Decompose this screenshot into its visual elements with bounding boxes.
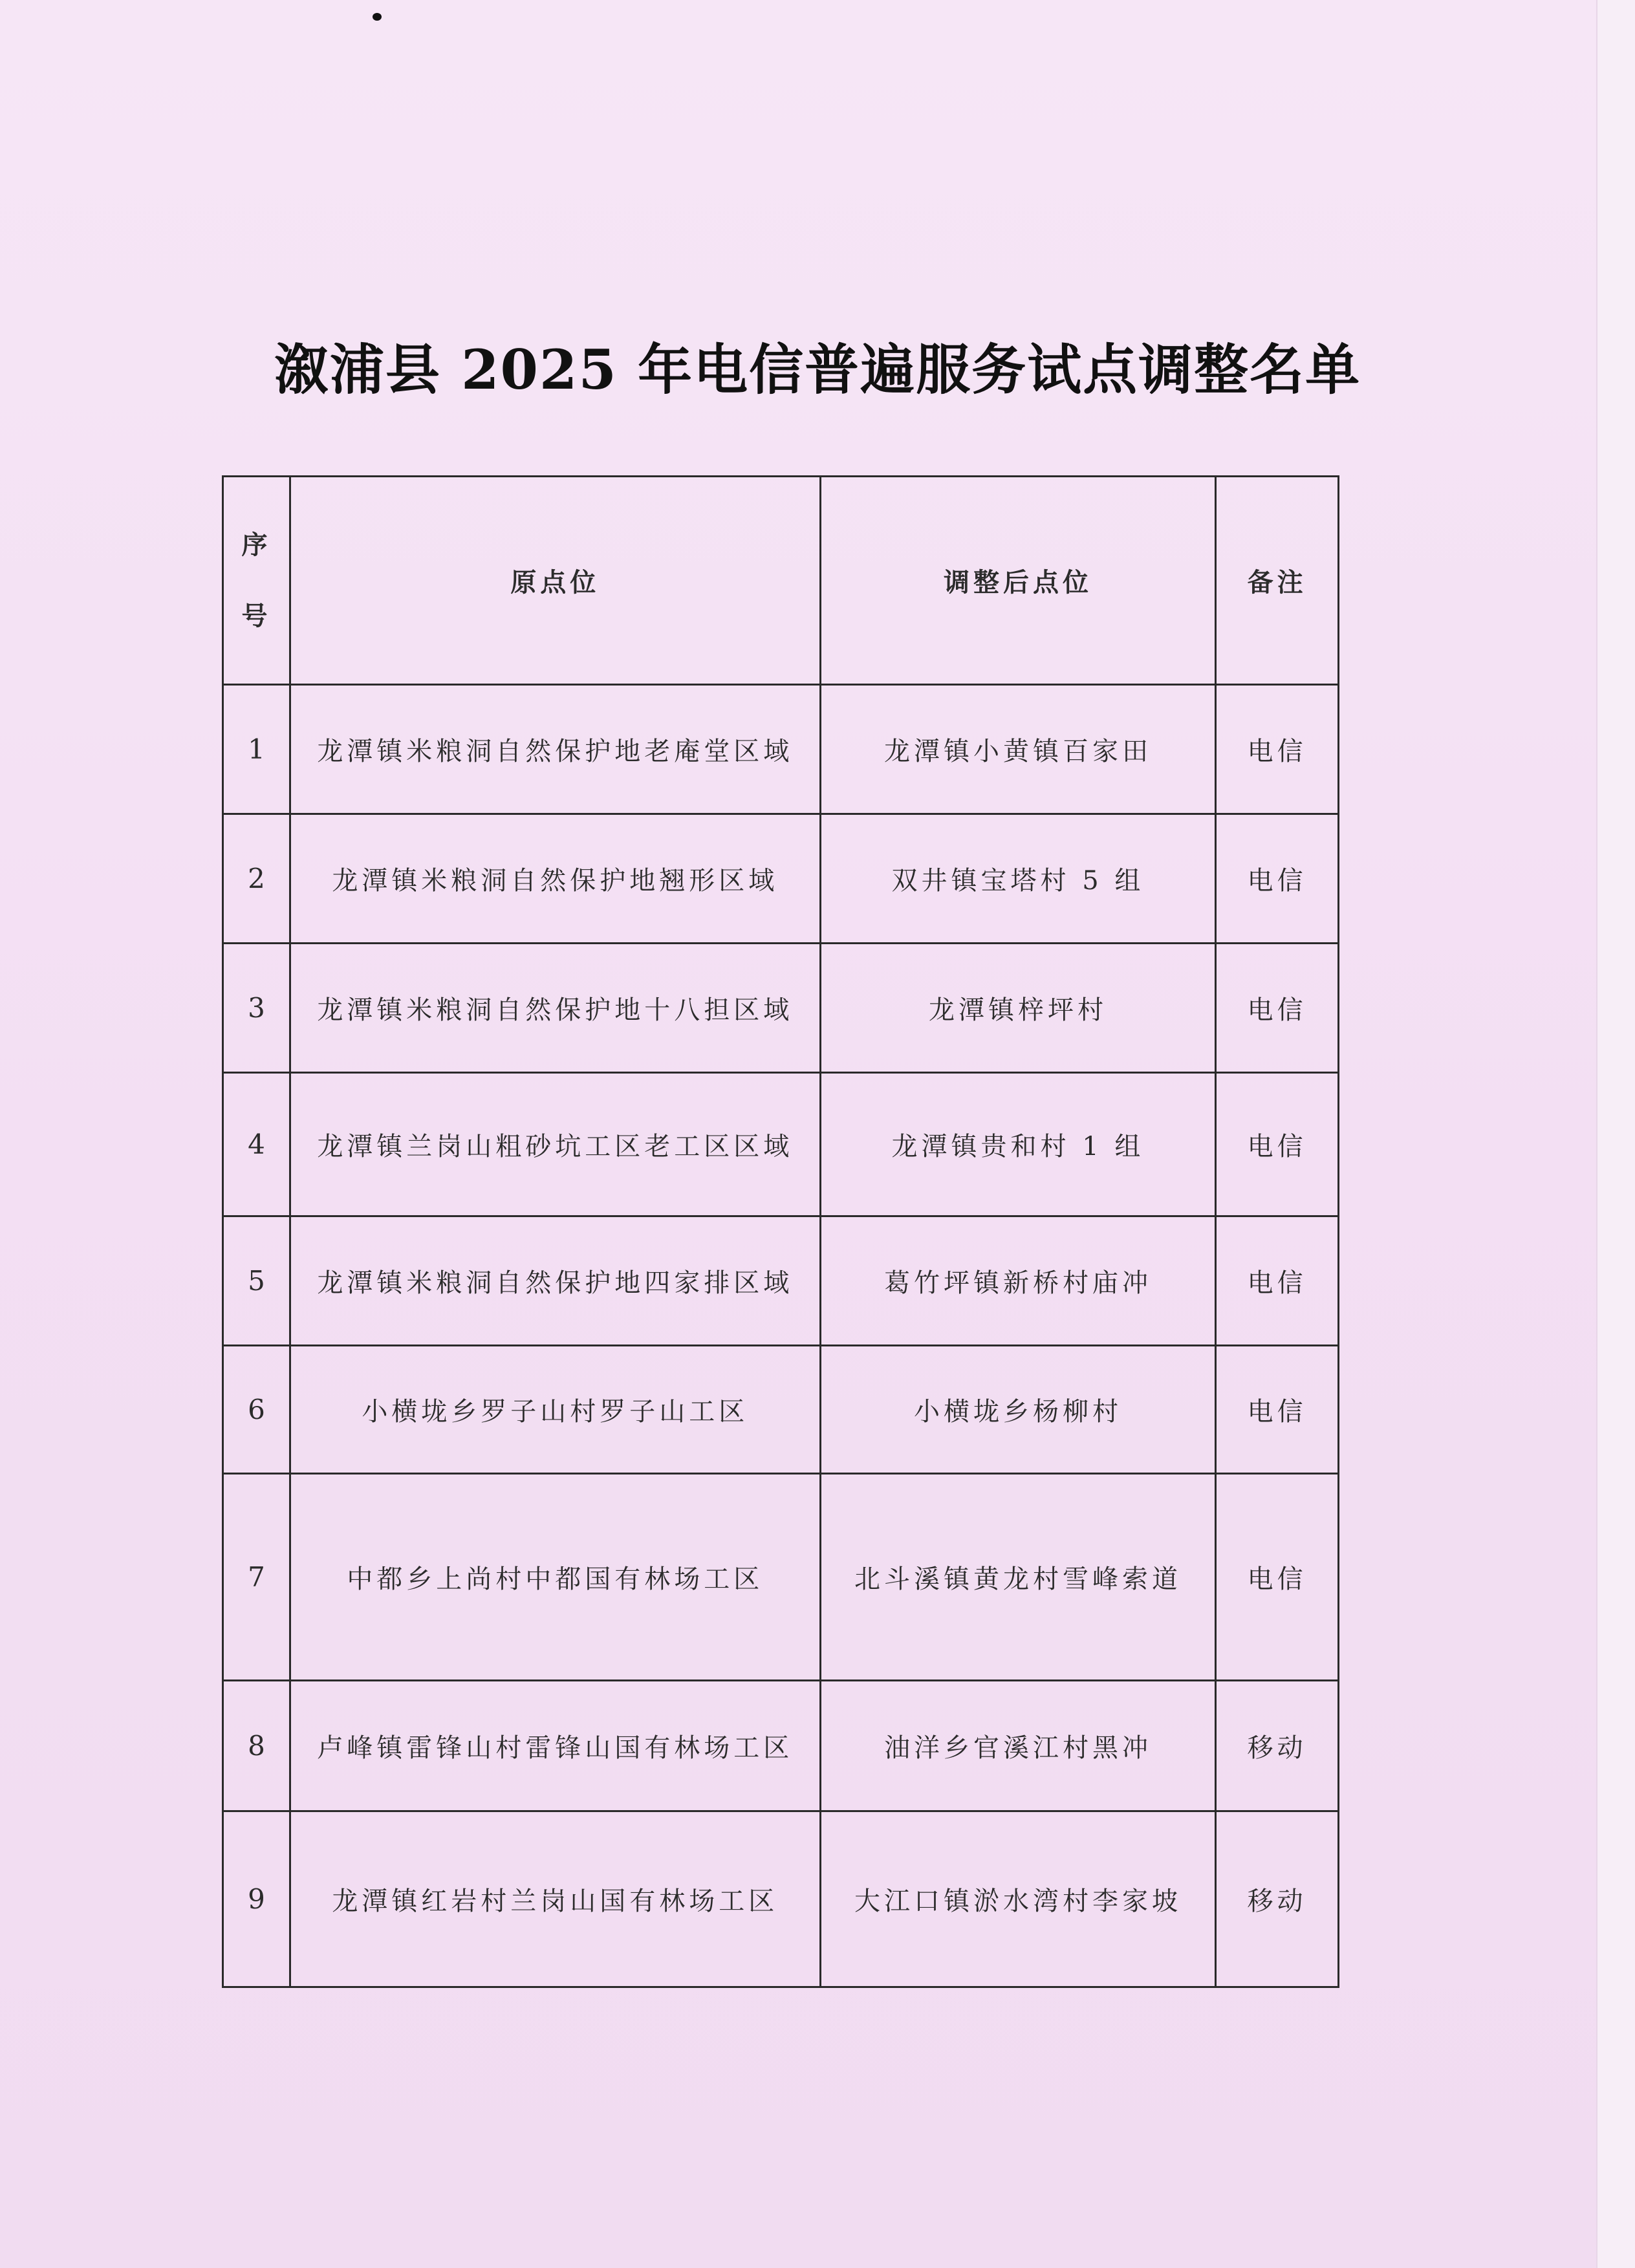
row-adjusted: 龙潭镇小黄镇百家田 [820,685,1216,814]
table-row [223,944,1339,1073]
adjustment-list-table [222,475,1339,1988]
row-original: 龙潭镇兰岗山粗砂坑工区老工区区域 [290,1073,820,1216]
row-adjusted: 大江口镇淤水湾村李家坡 [820,1811,1216,1987]
header-original: 原点位 [290,477,820,685]
row-seq: 4 [223,1073,290,1216]
row-note: 电信 [1216,1474,1339,1681]
row-note: 电信 [1216,944,1339,1073]
header-seq-line1: 序 [241,529,272,560]
row-adjusted: 油洋乡官溪江村黑冲 [820,1681,1216,1811]
table-row [223,1681,1339,1811]
header-seq-line2: 号 [241,600,272,631]
header-seq [223,477,290,685]
row-note: 移动 [1216,1811,1339,1987]
row-note: 电信 [1216,1216,1339,1346]
row-seq: 9 [223,1811,290,1987]
row-seq: 8 [223,1681,290,1811]
row-seq: 6 [223,1346,290,1474]
table-row [223,1474,1339,1681]
row-original: 龙潭镇红岩村兰岗山国有林场工区 [290,1811,820,1987]
row-seq: 5 [223,1216,290,1346]
row-adjusted: 双井镇宝塔村 5 组 [820,814,1216,944]
row-seq: 7 [223,1474,290,1681]
row-seq: 1 [223,685,290,814]
table-row [223,1216,1339,1346]
row-adjusted: 北斗溪镇黄龙村雪峰索道 [820,1474,1216,1681]
row-note: 电信 [1216,1346,1339,1474]
row-original: 小横垅乡罗子山村罗子山工区 [290,1346,820,1474]
table-row [223,1811,1339,1987]
row-note: 移动 [1216,1681,1339,1811]
table-row [223,685,1339,814]
row-note: 电信 [1216,685,1339,814]
document-title: 溆浦县 2025 年电信普遍服务试点调整名单 [274,338,1361,402]
header-note: 备注 [1216,477,1339,685]
row-note: 电信 [1216,814,1339,944]
table-header-row [223,477,1339,685]
header-adjusted: 调整后点位 [820,477,1216,685]
row-original: 龙潭镇米粮洞自然保护地翘形区域 [290,814,820,944]
row-original: 龙潭镇米粮洞自然保护地老庵堂区域 [290,685,820,814]
row-seq: 3 [223,944,290,1073]
row-note: 电信 [1216,1073,1339,1216]
row-adjusted: 龙潭镇贵和村 1 组 [820,1073,1216,1216]
table-row [223,814,1339,944]
table-row [223,1073,1339,1216]
row-original: 卢峰镇雷锋山村雷锋山国有林场工区 [290,1681,820,1811]
row-original: 龙潭镇米粮洞自然保护地四家排区域 [290,1216,820,1346]
row-adjusted: 葛竹坪镇新桥村庙冲 [820,1216,1216,1346]
table-row [223,1346,1339,1474]
row-adjusted: 小横垅乡杨柳村 [820,1346,1216,1474]
scan-speck [373,13,382,21]
row-original: 中都乡上尚村中都国有林场工区 [290,1474,820,1681]
row-adjusted: 龙潭镇梓坪村 [820,944,1216,1073]
row-seq: 2 [223,814,290,944]
row-original: 龙潭镇米粮洞自然保护地十八担区域 [290,944,820,1073]
